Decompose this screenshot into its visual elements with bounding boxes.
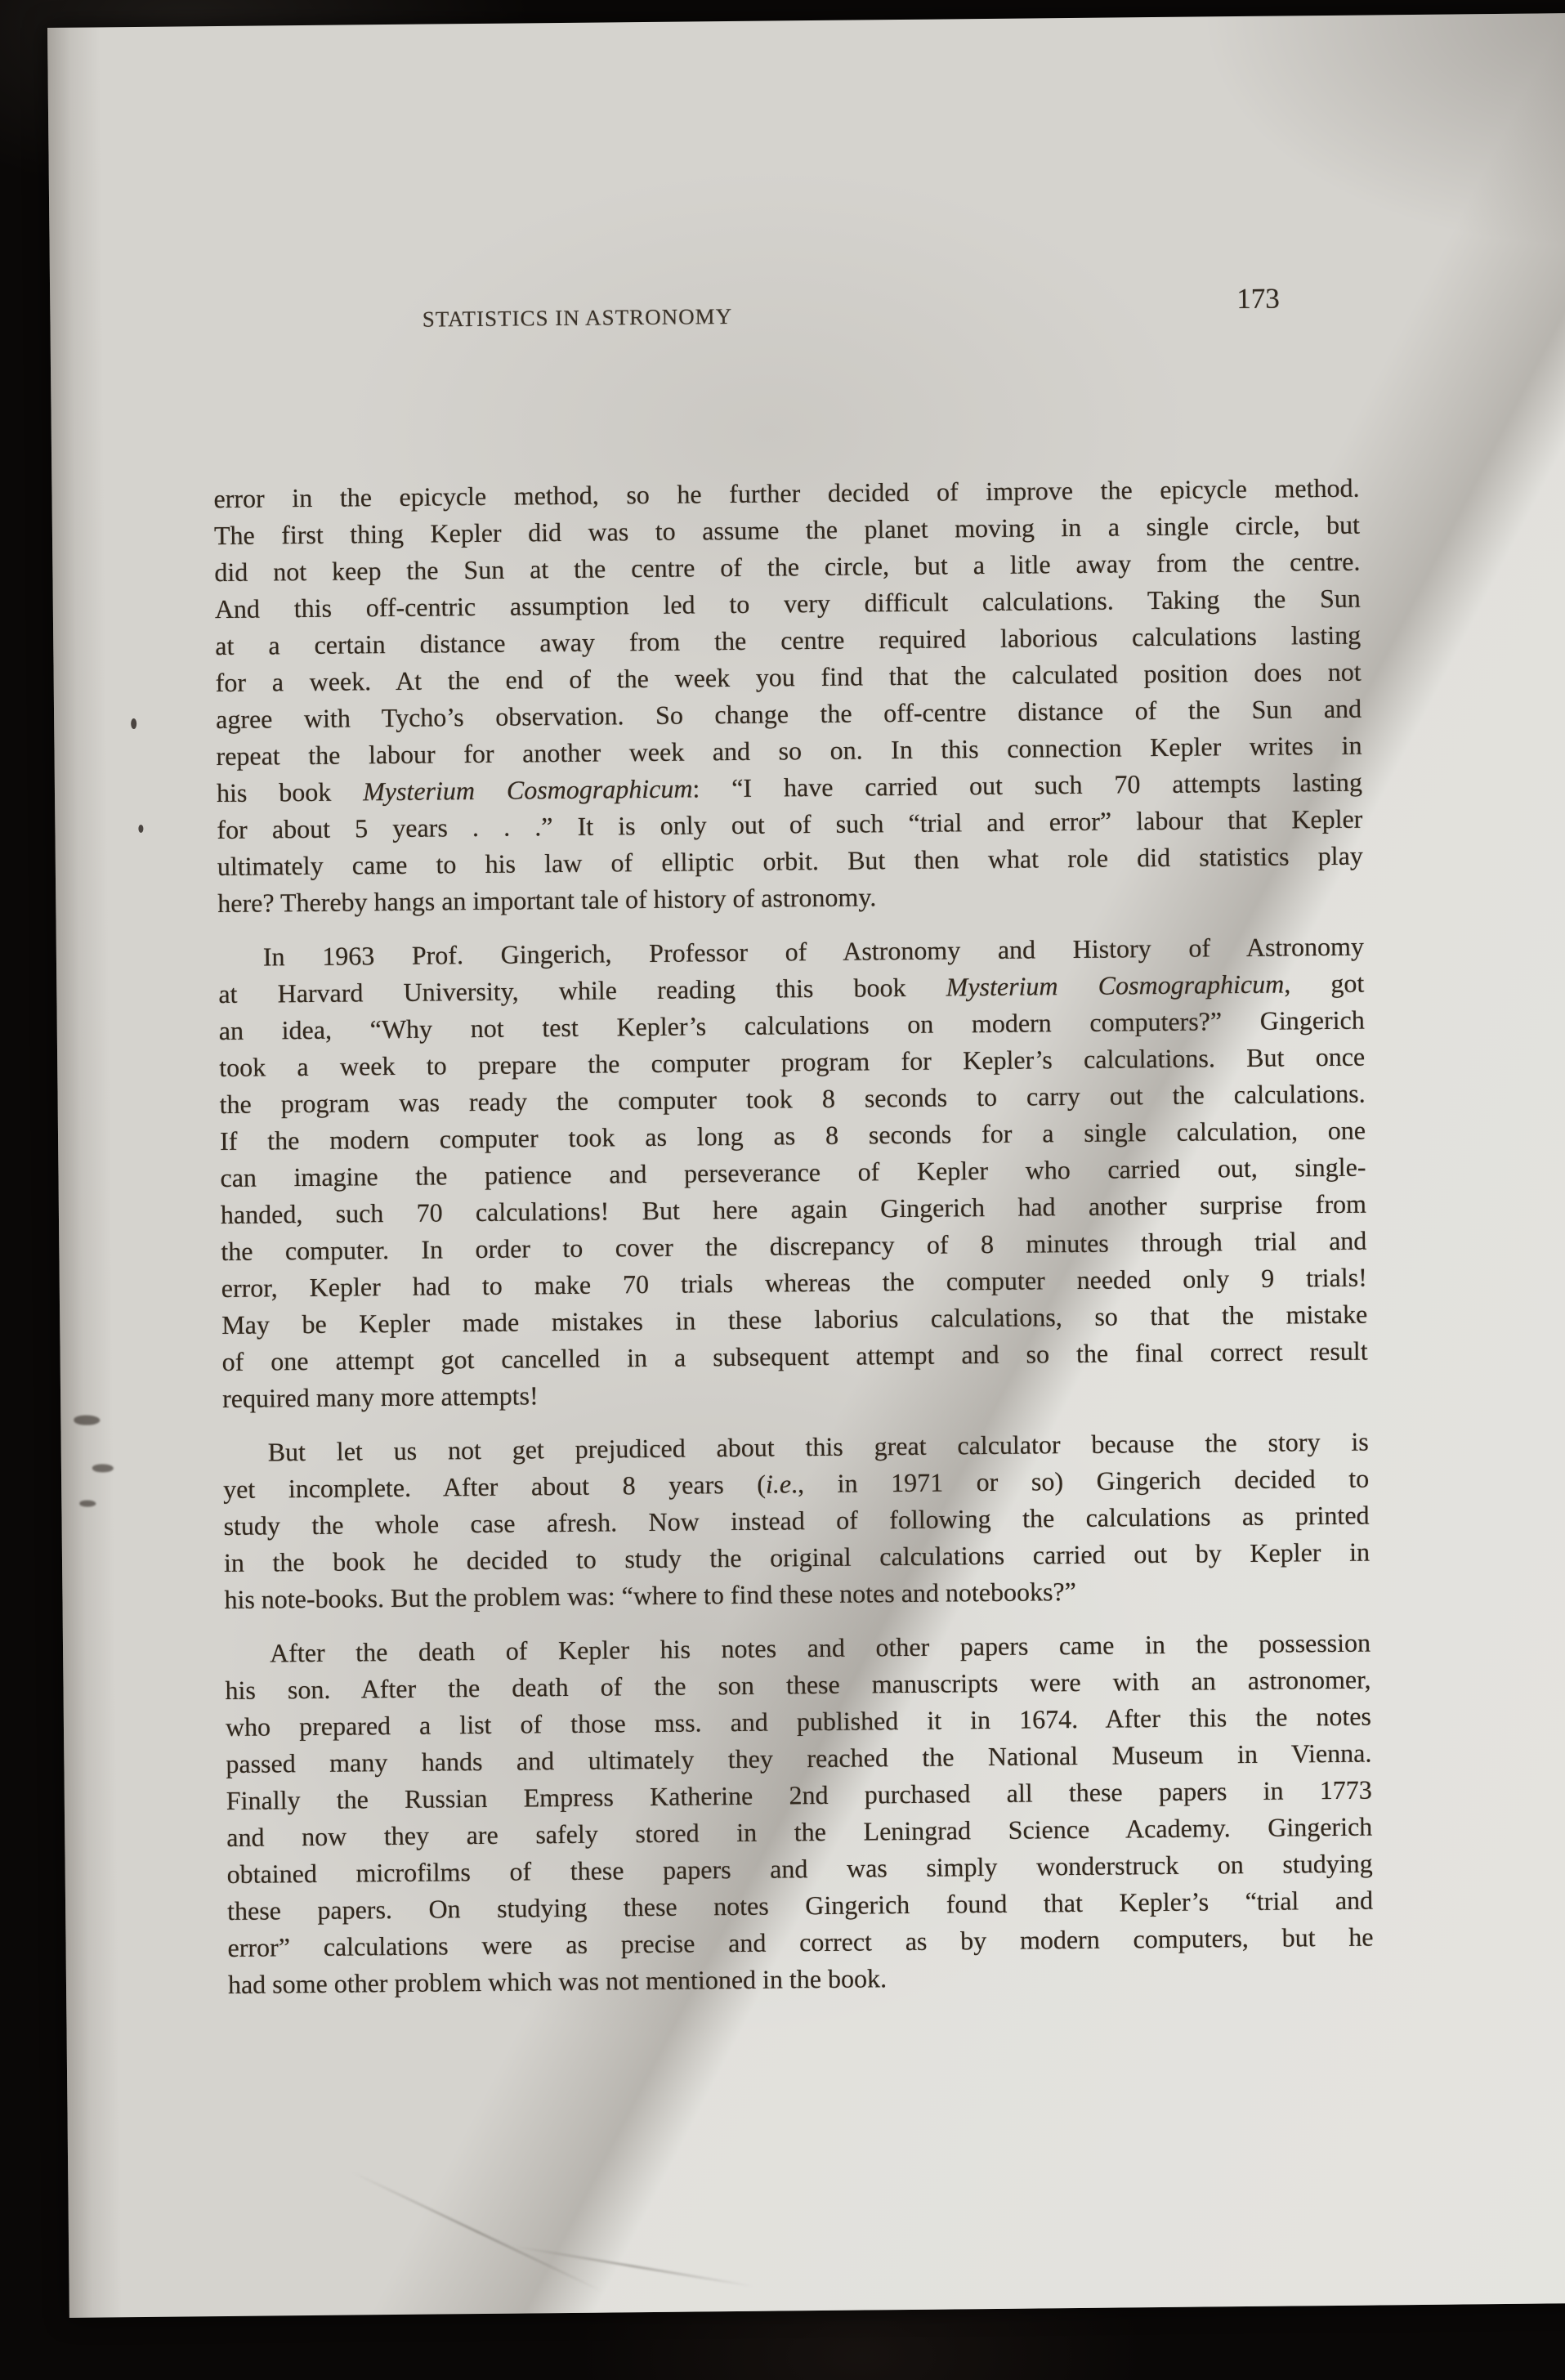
text-segment: May be Kepler made mistakes in these laborius calculations, so that the mistake xyxy=(221,1299,1368,1340)
text-segment: study the whole case afresh. Now instead of following the calculations as printed xyxy=(223,1500,1370,1541)
text-segment: obtained microfilms of these papers and was simply wonderstruck on studying xyxy=(226,1848,1373,1889)
text-segment: ., in 1971 or so) Gingerich decided to xyxy=(790,1463,1370,1499)
binding-tear-mark xyxy=(79,1501,96,1507)
paragraph xyxy=(213,470,1363,922)
italic-text-segment: Mysterium Cosmographicum xyxy=(362,773,693,807)
page-number: 173 xyxy=(1236,282,1280,315)
paper-crease xyxy=(351,2171,603,2293)
text-segment: repeat the labour for another week and so on. In this connection Kepler writes in xyxy=(216,730,1362,772)
binding-tear-mark xyxy=(92,1464,114,1472)
text-segment: ultimately came to his law of elliptic orbit. But then what role did statistics play xyxy=(217,840,1363,882)
text-segment: who prepared a list of those mss. and published it in 1674. After this the notes xyxy=(225,1701,1372,1742)
ink-speck xyxy=(138,825,143,833)
text-segment: had some other problem which was not mentioned in the book. xyxy=(227,1963,888,1999)
text-segment: passed many hands and ultimately they reached the National Museum in Vienna. xyxy=(226,1738,1372,1779)
text-segment: took a week to prepare the computer program for Kepler’s calculations. But once xyxy=(219,1041,1366,1083)
text-segment: at a certain distance away from the centre required laborious calculations lasting xyxy=(215,620,1362,661)
text-segment: In 1963 Prof. Gingerich, Professor of Astronomy and History of Astronomy xyxy=(262,931,1365,972)
text-segment: yet incomplete. After about 8 years ( xyxy=(223,1469,767,1505)
text-segment: The first thing Kepler did was to assume the planet moving in a single circle, but xyxy=(213,509,1361,551)
text-segment: can imagine the patience and perseverance of Kepler who carried out, single- xyxy=(220,1152,1366,1193)
text-segment: in the book he decided to study the original calculations carried out by Kepler in xyxy=(223,1537,1370,1578)
text-segment: his note-books. But the problem was: “where to find these notes and notebooks?” xyxy=(224,1577,1077,1615)
text-segment: agree with Tycho’s observation. So change the off-centre distance of the Sun and xyxy=(215,693,1362,735)
book-page xyxy=(47,12,1565,2318)
text-segment: for about 5 years . . .” It is only out of such “trial and error” labour that Kepler xyxy=(217,803,1363,845)
text-segment: an idea, “Why not test Kepler’s calculations on modern computers?” Gingerich xyxy=(218,1004,1365,1046)
text-segment: error, Kepler had to make 70 trials whereas the computer needed only 9 trials! xyxy=(221,1262,1367,1304)
text-segment: : “I have carried out such 70 attempts lasting xyxy=(692,767,1363,803)
running-header-title: STATISTICS IN ASTRONOMY xyxy=(422,303,733,332)
text-segment: And this off-centric assumption led to very difficult calculations. Taking the Sun xyxy=(214,583,1361,624)
body-text xyxy=(213,470,1374,2003)
text-segment: required many more attempts! xyxy=(221,1380,539,1414)
text-segment: his son. After the death of the son these manuscripts were with an astronomer, xyxy=(225,1664,1371,1706)
text-segment: error in the epicycle method, so he further decided of improve the epicycle method. xyxy=(213,472,1360,514)
text-segment: But let us not get prejudiced about this great calculator because the story is xyxy=(267,1426,1369,1467)
text-segment: handed, such 70 calculations! But here again Gingerich had another surprise from xyxy=(220,1188,1367,1230)
text-segment: , got xyxy=(1284,968,1365,999)
text-segment: After the death of Kepler his notes and other papers came in the possession xyxy=(269,1627,1371,1668)
text-segment: here? Thereby hangs an important tale of history of astronomy. xyxy=(217,882,877,919)
italic-text-segment: i.e xyxy=(765,1469,792,1499)
text-segment: If the modern computer took as long as 8 seconds for a single calculation, one xyxy=(219,1115,1366,1156)
text-segment: of one attempt got cancelled in a subsequent attempt and so the final correct result xyxy=(221,1335,1368,1377)
paragraph xyxy=(223,1424,1370,1618)
paragraph xyxy=(225,1625,1374,2003)
text-segment: Finally the Russian Empress Katherine 2nd purchased all these papers in 1773 xyxy=(226,1774,1372,1815)
text-segment: these papers. On studying these notes Gingerich found that Kepler’s “trial and xyxy=(226,1885,1374,1926)
text-segment: did not keep the Sun at the centre of the circle, but a litle away from the centre. xyxy=(214,546,1361,588)
text-segment: and now they are safely stored in the Leningrad Science Academy. Gingerich xyxy=(226,1811,1373,1852)
text-segment: the computer. In order to cover the discrepancy of 8 minutes through trial and xyxy=(221,1225,1367,1267)
paragraph xyxy=(218,928,1369,1417)
text-segment: the program was ready the computer took 8 seconds to carry out the calculations. xyxy=(219,1078,1366,1120)
text-segment: for a week. At the end of the week you find that the calculated position does not xyxy=(215,656,1362,698)
text-segment: his book xyxy=(216,776,364,808)
text-segment: error” calculations were as precise and correct as by modern computers, but he xyxy=(227,1921,1374,1962)
ink-speck xyxy=(131,718,136,729)
italic-text-segment: Mysterium Cosmographicum xyxy=(946,969,1285,1002)
text-segment: at Harvard University, while reading this book xyxy=(218,972,946,1009)
binding-tear-mark xyxy=(74,1415,100,1425)
